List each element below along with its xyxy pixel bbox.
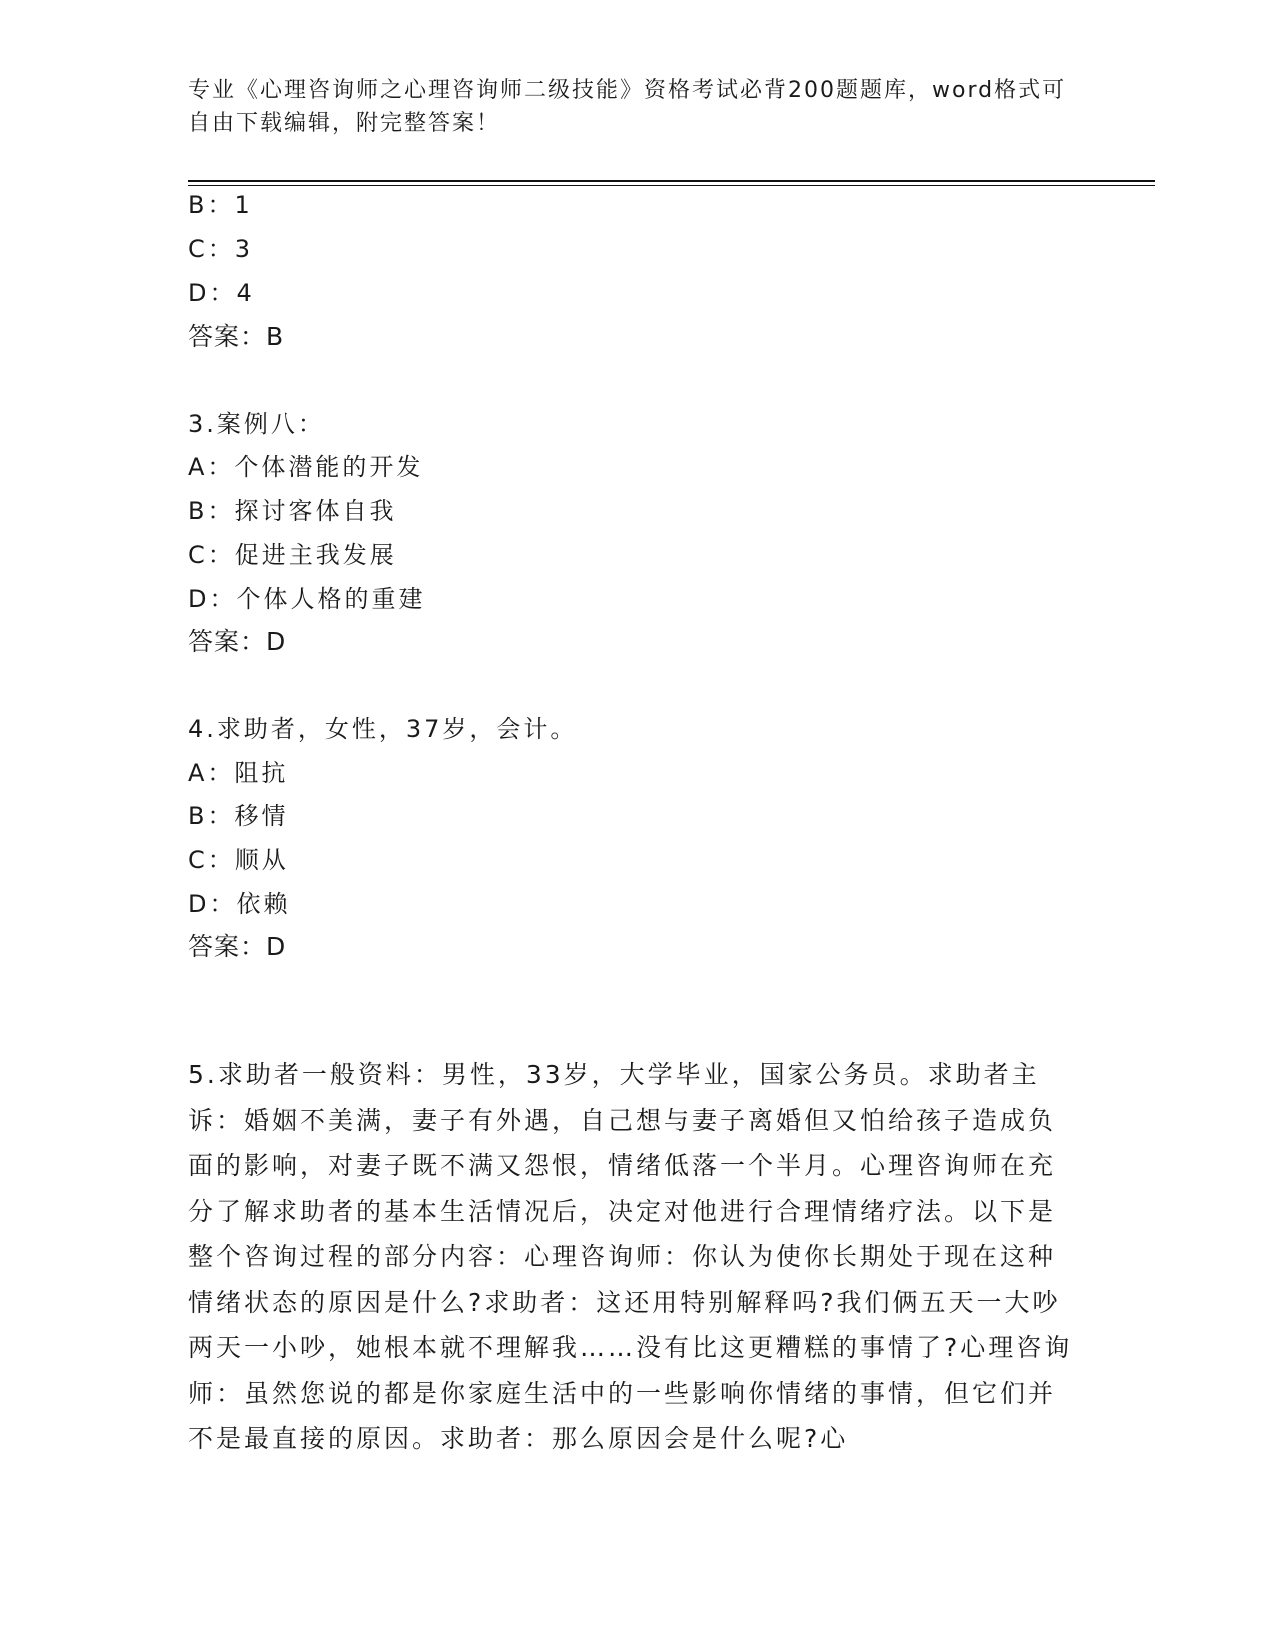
- q5-stem: 5.求助者一般资料：男性，33岁，大学毕业，国家公务员。求助者主诉：婚姻不美满，妻子有外遇，自己想与妻子离婚但又怕给孩子造成负面的影响，对妻子既不满又怨恨，情绪低落一个半月。心理咨询师在充分了解求助者的基本生活情况后，决定对他进行合理情绪疗法。以下是整个咨询过程的部分内容：心理咨询师：你认为使你长期处于现在这种情绪状态的原因是什么?求助者：这还用特别解释吗?我们俩五天一大吵两天一小吵，她根本就不理解我……没有比这更糟糕的事情了?心理咨询师：虽然您说的都是你家庭生活中的一些影响你情绪的事情，但它们并不是最直接的原因。求助者：那么原因会是什么呢?心: [188, 1060, 1073, 1453]
- document-header-title: 专业《心理咨询师之心理咨询师二级技能》资格考试必背200题题库，word格式可自由下载编辑，附完整答案！: [188, 78, 1067, 136]
- q3-option-d: D：个体人格的重建: [188, 585, 426, 613]
- q2-answer: 答案：B: [188, 322, 285, 351]
- q3-answer: 答案：D: [188, 627, 287, 656]
- header-rule-thin: [188, 185, 1155, 186]
- q4-option-a: A：阻抗: [188, 759, 289, 787]
- q2-option-d: D：4: [188, 279, 255, 307]
- q4-option-c: C：顺从: [188, 846, 289, 874]
- q3-option-b: B：探讨客体自我: [188, 497, 397, 525]
- header-rule: [188, 180, 1155, 182]
- q3-option-c: C：促进主我发展: [188, 541, 397, 569]
- q3-option-a: A：个体潜能的开发: [188, 453, 424, 481]
- q2-option-c: C：3: [188, 235, 254, 263]
- q4-stem: 4.求助者，女性，37岁，会计。: [188, 715, 578, 743]
- q4-answer: 答案：D: [188, 932, 287, 961]
- q4-option-d: D：依赖: [188, 890, 291, 918]
- q4-option-b: B：移情: [188, 802, 289, 830]
- q2-option-b: B：1: [188, 191, 253, 219]
- q3-stem: 3.案例八：: [188, 410, 325, 438]
